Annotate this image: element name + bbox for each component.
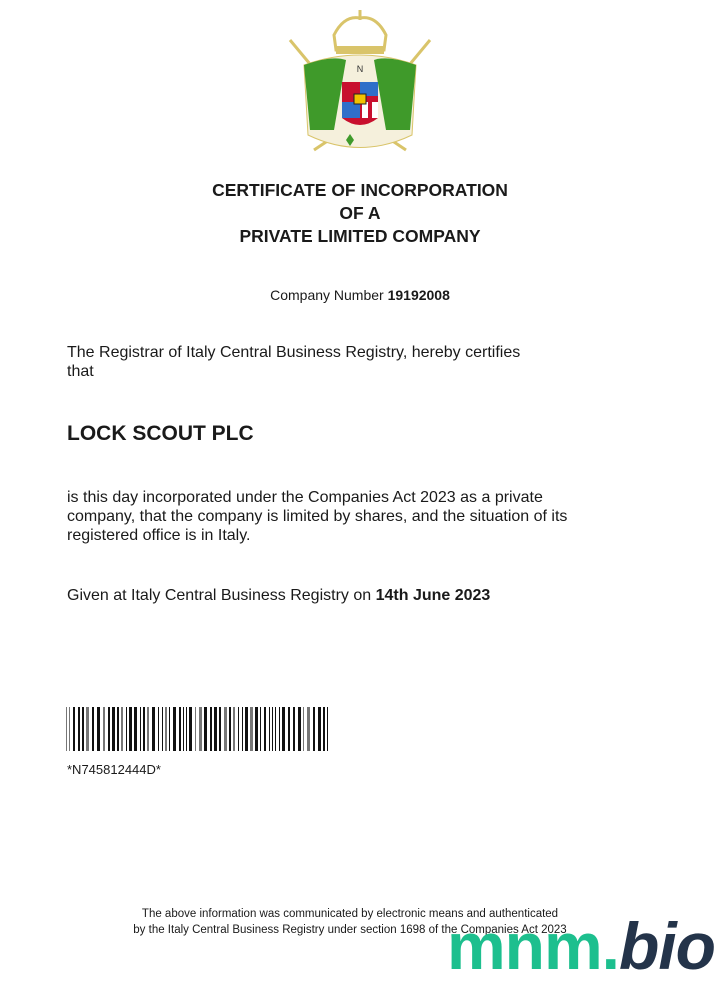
barcode-bar (158, 707, 159, 751)
incorporation-line: is this day incorporated under the Companies Act 2023 as a private (67, 489, 543, 506)
certifies-line: The Registrar of Italy Central Business Registry, hereby certifies (67, 344, 521, 361)
barcode-bar (318, 707, 321, 751)
barcode-bar (86, 707, 89, 751)
barcode-bar (204, 707, 207, 751)
barcode-bar (82, 707, 84, 751)
barcode-bar (219, 707, 221, 751)
barcode-bar (165, 707, 167, 751)
given-date: 14th June 2023 (375, 587, 491, 604)
coat-of-arms-icon (284, 10, 436, 160)
barcode-bar (78, 707, 80, 751)
barcode-bar (173, 707, 176, 751)
watermark-part-1: mnm. (447, 909, 620, 983)
barcode-bar (279, 707, 280, 751)
barcode-bar (97, 707, 100, 751)
given-statement (67, 586, 627, 605)
watermark-logo (447, 908, 715, 984)
barcode-bar (323, 707, 325, 751)
certifies-paragraph (67, 343, 627, 381)
title-line-3: PRIVATE LIMITED COMPANY (239, 226, 481, 246)
barcode-bar (293, 707, 295, 751)
barcode-bar (214, 707, 217, 751)
barcode-bar (129, 707, 132, 751)
barcode-bar (298, 707, 301, 751)
barcode-bar (307, 707, 310, 751)
barcode-bar (250, 707, 253, 751)
barcode-bar (288, 707, 290, 751)
barcode-bar (189, 707, 192, 751)
barcode-text: *N745812444D* (67, 762, 161, 777)
svg-text:N: N (356, 64, 364, 74)
barcode-bar (260, 707, 261, 751)
barcode-bar (112, 707, 115, 751)
incorporation-line: registered office is in Italy. (67, 527, 251, 544)
certifies-line: that (67, 363, 94, 380)
footer-line: by the Italy Central Business Registry under section 1698 of the Companies Act 2023 (133, 924, 567, 936)
barcode-bar (282, 707, 285, 751)
barcode-bar (126, 707, 127, 751)
barcode-bar (275, 707, 276, 751)
barcode-bar (245, 707, 248, 751)
barcode-bar (108, 707, 110, 751)
barcode-bar (186, 707, 187, 751)
company-number-label: Company Number (270, 287, 384, 303)
incorporation-paragraph (67, 488, 627, 545)
company-number-value: 19192008 (387, 287, 450, 303)
title-line-2: OF A (339, 203, 381, 223)
barcode-bar (313, 707, 315, 751)
barcode-bar (69, 707, 70, 751)
barcode-bar (229, 707, 231, 751)
barcode-bar (183, 707, 184, 751)
barcode-bar (255, 707, 258, 751)
certificate-title (0, 179, 720, 248)
barcode-bar (92, 707, 94, 751)
barcode-bar (264, 707, 266, 751)
barcode-bar (162, 707, 163, 751)
barcode-bar (134, 707, 137, 751)
footer-line: The above information was communicated by electronic means and authenticated (141, 908, 559, 920)
barcode-bar (73, 707, 75, 751)
incorporation-line: company, that the company is limited by shares, and the situation of its (67, 508, 568, 525)
barcode-bar (152, 707, 155, 751)
barcode-bar (169, 707, 170, 751)
given-text: Given at Italy Central Business Registry on (67, 587, 372, 604)
watermark-part-2: bio (619, 909, 715, 983)
barcode-bar (199, 707, 202, 751)
barcode-bar (143, 707, 145, 751)
barcode-bar (233, 707, 235, 751)
title-line-1: CERTIFICATE OF INCORPORATION (212, 180, 508, 200)
barcode-bar (147, 707, 149, 751)
barcode-bar (269, 707, 270, 751)
barcode-bar (140, 707, 141, 751)
barcode-bar (224, 707, 227, 751)
barcode-bar (210, 707, 212, 751)
barcode-bar (103, 707, 105, 751)
barcode-bar (238, 707, 239, 751)
company-number (0, 287, 720, 303)
barcode-bar (272, 707, 273, 751)
barcode-bar (327, 707, 328, 751)
barcode-bar (195, 707, 196, 751)
company-name: LOCK SCOUT PLC (67, 422, 254, 445)
barcode-bar (179, 707, 181, 751)
barcode-bar (242, 707, 243, 751)
barcode-bar (66, 707, 67, 751)
barcode-bar (121, 707, 123, 751)
barcode-bar (303, 707, 304, 751)
barcode-bar (117, 707, 119, 751)
barcode (66, 707, 331, 751)
